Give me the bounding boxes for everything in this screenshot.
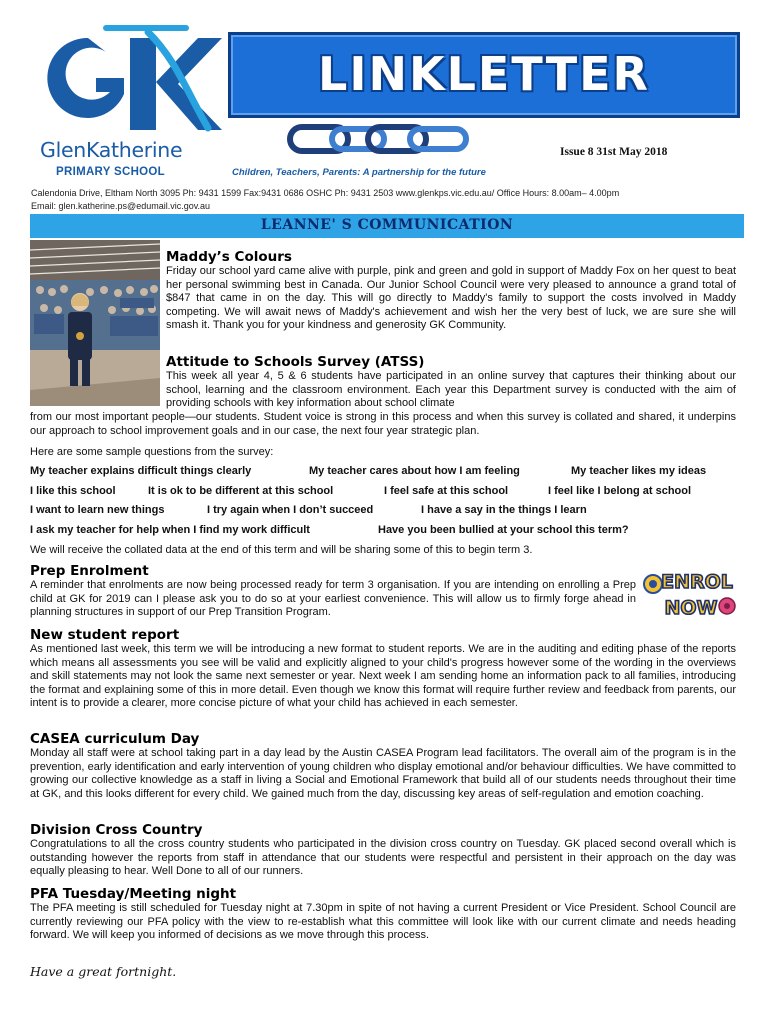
heading-cross-country: Division Cross Country <box>30 822 203 838</box>
heading-casea: CASEA curriculum Day <box>30 731 200 747</box>
section-title: LEANNE' S COMMUNICATION <box>260 217 514 233</box>
survey-outro: We will receive the collated data at the end of this term and will be sharing some of this to begin term 3. <box>30 544 533 556</box>
issue-date: Issue 8 31st May 2018 <box>560 146 668 158</box>
enrol-now-badge <box>641 562 741 620</box>
survey-question: I try again when I don’t succeed <box>207 504 374 516</box>
survey-question: I feel safe at this school <box>384 485 509 497</box>
heading-pfa: PFA Tuesday/Meeting night <box>30 886 237 902</box>
survey-question: I want to learn new things <box>30 504 165 516</box>
sign-off: Have a great fortnight. <box>30 964 177 979</box>
school-subtitle: PRIMARY SCHOOL <box>56 166 165 178</box>
survey-question: I ask my teacher for help when I find my work difficult <box>30 524 310 536</box>
contact-email: Email: glen.katherine.ps@edumail.vic.gov.au <box>31 201 211 211</box>
survey-question: It is ok to be different at this school <box>148 485 334 497</box>
survey-question: I have a say in the things I learn <box>421 504 587 516</box>
atss-body-part1: This week all year 4, 5 & 6 students have participated in an online survey that captures their thinking about our school, learning and the classroom environment. Each year this Department survey is conducted with the aim of providing schools with key information about school climate <box>166 370 736 410</box>
survey-question: My teacher explains difficult things clearly <box>30 465 252 477</box>
maddys-colours-body: Friday our school yard came alive with purple, pink and green and gold in support of Maddy Fox on her quest to beat her personal swimming best in Canada. Our Junior School Council were very pleased to announce a grand total of $847 that came in on the day. This will go directly to Maddy's family to support the costs involved in Maddy competing. We will await news of Maddy's achievement and wish her the very best of luck, we are sure she will smash it. Thank you for your kindness and generosity GK Community. <box>166 265 736 332</box>
cross-country-body: Congratulations to all the cross country students who participated in the division cross country on Tuesday. GK placed second overall which is outstanding however the reports from staff in attendance that our students were respectful and persistent in their approach on the day was equally pleasing to hear. Well Done to all of our runners. <box>30 838 736 878</box>
survey-question: My teacher cares about how I am feeling <box>309 465 520 477</box>
pfa-body: The PFA meeting is still scheduled for Tuesday night at 7.30pm in spite of not having a current President or Vice President. School Council are currently reviewing our PFA policy with the view to re-establish what this committee will look like with our current climate and needs heading forward. We will keep you informed of decisions as we move through this process. <box>30 902 736 942</box>
tagline: Children, Teachers, Parents: A partnership for the future <box>232 167 486 178</box>
newsletter-banner <box>228 32 740 118</box>
heading-atss: Attitude to Schools Survey (ATSS) <box>166 354 425 370</box>
contact-details: Calendonia Drive, Eltham North 3095 Ph: 9431 1599 Fax:9431 0686 OSHC Ph: 9431 2503 www.glenkps.vic.edu.au/ Office Hours: 8.00am– 4.00pm <box>31 188 620 198</box>
heading-new-student-report: New student report <box>30 627 180 643</box>
new-student-report-body: As mentioned last week, this term we will be introducing a new format to student reports. We are in the auditing and editing phase of the reports which means all assessments you see will be valid and explicitly aligned to your child's progress however some of the wording in the overviews and skill statements may not look the same next semester or year. Next week I am sending home an information pack to all families, introducing the format and explaining some of this in more detail. Even though we know this format will require further review and feedback from parents, our intent is to provide a clearer, more concise picture of what your child has achieved in each semester. <box>30 643 736 710</box>
survey-question: I like this school <box>30 485 116 497</box>
survey-intro: Here are some sample questions from the survey: <box>30 446 274 458</box>
newsletter-title: LINKLETTER <box>318 47 650 101</box>
section-bar <box>30 214 744 238</box>
enrol-text: ENROL <box>661 571 733 593</box>
student-photo <box>30 240 160 406</box>
chain-link-icon <box>284 119 474 159</box>
casea-body: Monday all staff were at school taking part in a day lead by the Austin CASEA Program lead facilitators. The overall aim of the program is in the prevention, early identification and early intervention of young children who display emotional and/or behaviour difficulties. We have committed to growing our collective knowledge as a staff in living a Social and Emotional Framework that build all of our students needs throughout their time at GK, and this looks different for every child. We gained much from the day, discussing key areas of self-regulation and emotion coaching. <box>30 747 736 800</box>
prep-enrolment-body: A reminder that enrolments are now being processed ready for term 3 organisation. If you are intending on enrolling a Prep child at GK for 2019 can I please ask you to do so at your earliest convenience. This will allow us to firmly forge ahead in planning structures in support of our Prep Transition Program. <box>30 579 636 619</box>
atss-body-part2: from our most important people—our students. Student voice is strong in this process and when this survey is collated and shared, it underpins our approach to school improvement goals and in our case, the next four year strategic plan. <box>30 411 736 437</box>
survey-question: I feel like I belong at school <box>548 485 692 497</box>
survey-question: Have you been bullied at your school this term? <box>378 524 629 536</box>
now-text: NOW <box>664 597 718 619</box>
heading-maddys-colours: Maddy’s Colours <box>166 249 292 265</box>
survey-question: My teacher likes my ideas <box>571 465 707 477</box>
heading-prep-enrolment: Prep Enrolment <box>30 563 149 579</box>
school-name: GlenKatherine <box>40 138 183 162</box>
